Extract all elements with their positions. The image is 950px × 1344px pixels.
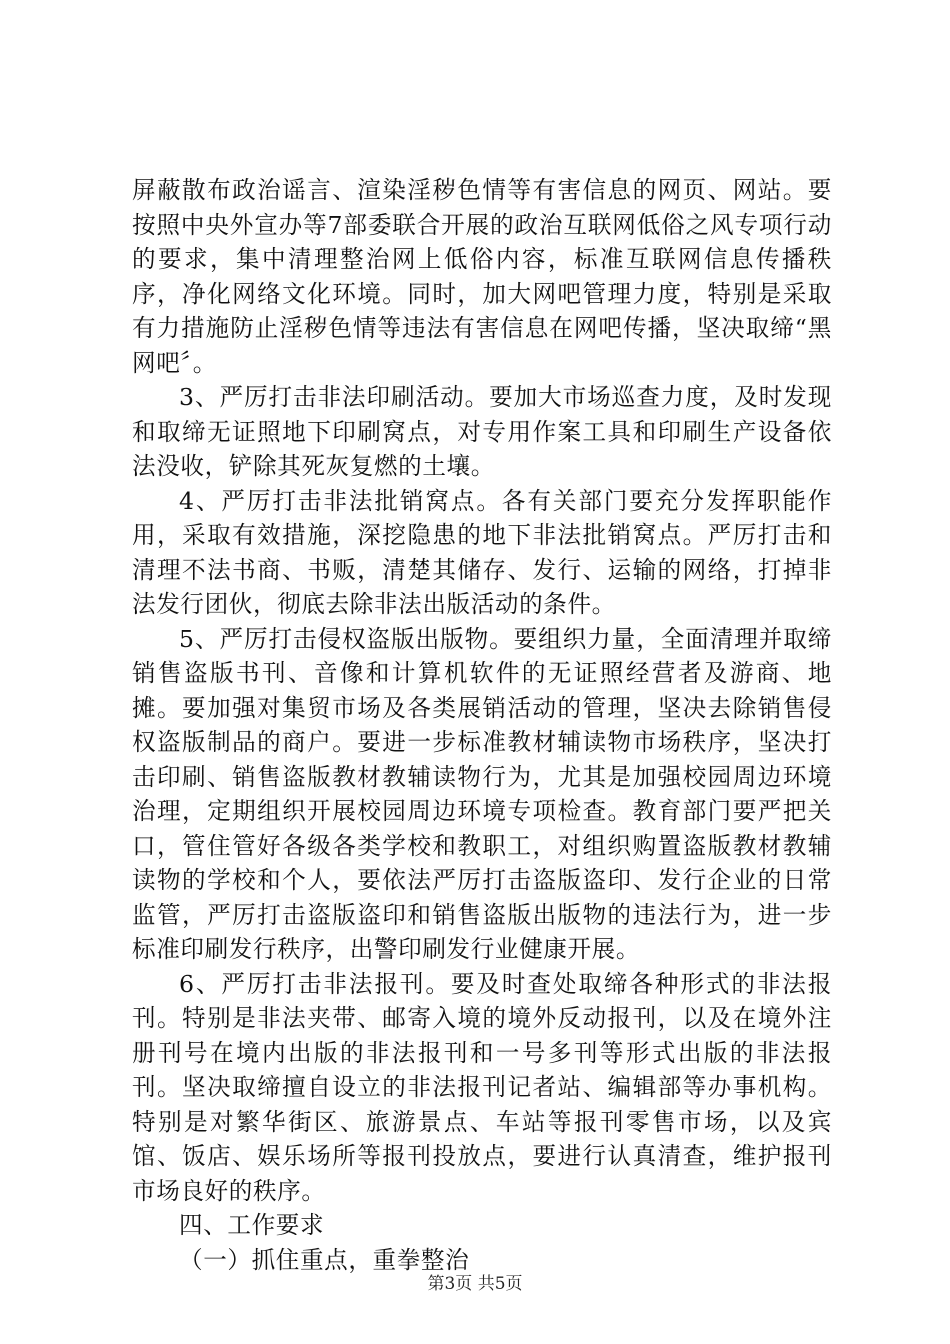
paragraph-illegal-printing: 3、严厉打击非法印刷活动。要加大市场巡查力度，及时发现和取缔无证照地下印刷窝点，对专用作案工具和印刷生产设备依法没收，铲除其死灰复燃的土壤。 <box>132 383 832 480</box>
paragraph-illegal-wholesale: 4、严厉打击非法批销窝点。各有关部门要充分发挥职能作用，采取有效措施，深挖隐患的地下非法批销窝点。严厉打击和清理不法书商、书贩，清楚其储存、发行、运输的网络，打掉非法发行团伙，彻底去除非法出版活动的条件。 <box>132 486 832 618</box>
page-footer: 第3页 共5页 <box>427 1274 523 1294</box>
document-body <box>132 173 832 1277</box>
section-heading-work-requirements: 四、工作要求 <box>179 1211 325 1239</box>
paragraph-piracy: 5、严厉打击侵权盗版出版物。要组织力量，全面清理并取缔销售盗版书刊、音像和计算机软件的无证照经营者及游商、地摊。要加强对集贸市场及各类展销活动的管理，坚决去除销售侵权盗版制品的商户。要进一步标准教材辅读物市场秩序，坚决打击印刷、销售盗版教材教辅读物行为，尤其是加强校园周边环境治理，定期组织开展校园周边环境专项检查。教育部门要严把关口，管住管好各级各类学校和教职工，对组织购置盗版教材教辅读物的学校和个人，要依法严厉打击盗版盗印、发行企业的日常监管，严厉打击盗版盗印和销售盗版出版物的违法行为，进一步标准印刷发行秩序，出警印刷发行业健康开展。 <box>132 624 832 963</box>
paragraph-network-cleanup: 屏蔽散布政治谣言、渲染淫秽色情等有害信息的网页、网站。要按照中央外宣办等7部委联合开展的政治互联网低俗之风专项行动的要求，集中清理整治网上低俗内容，标准互联网信息传播秩序，净化网络文化环境。同时，加大网吧管理力度，特别是采取有力措施防止淫秽色情等违法有害信息在网吧传播，坚决取缔“黑网吧〞。 <box>132 176 832 377</box>
subsection-heading-focus: （一）抓住重点，重拳整治 <box>179 1245 470 1274</box>
paragraph-illegal-newspapers: 6、严厉打击非法报刊。要及时查处取缔各种形式的非法报刊。特别是非法夹带、邮寄入境的境外反动报刊，以及在境外注册刊号在境内出版的非法报刊和一号多刊等形式出版的非法报刊。坚决取缔擅自设立的非法报刊记者站、编辑部等办事机构。特别是对繁华街区、旅游景点、车站等报刊零售市场，以及宾馆、饭店、娱乐场所等报刊投放点，要进行认真清查，维护报刊市场良好的秩序。 <box>132 969 832 1205</box>
